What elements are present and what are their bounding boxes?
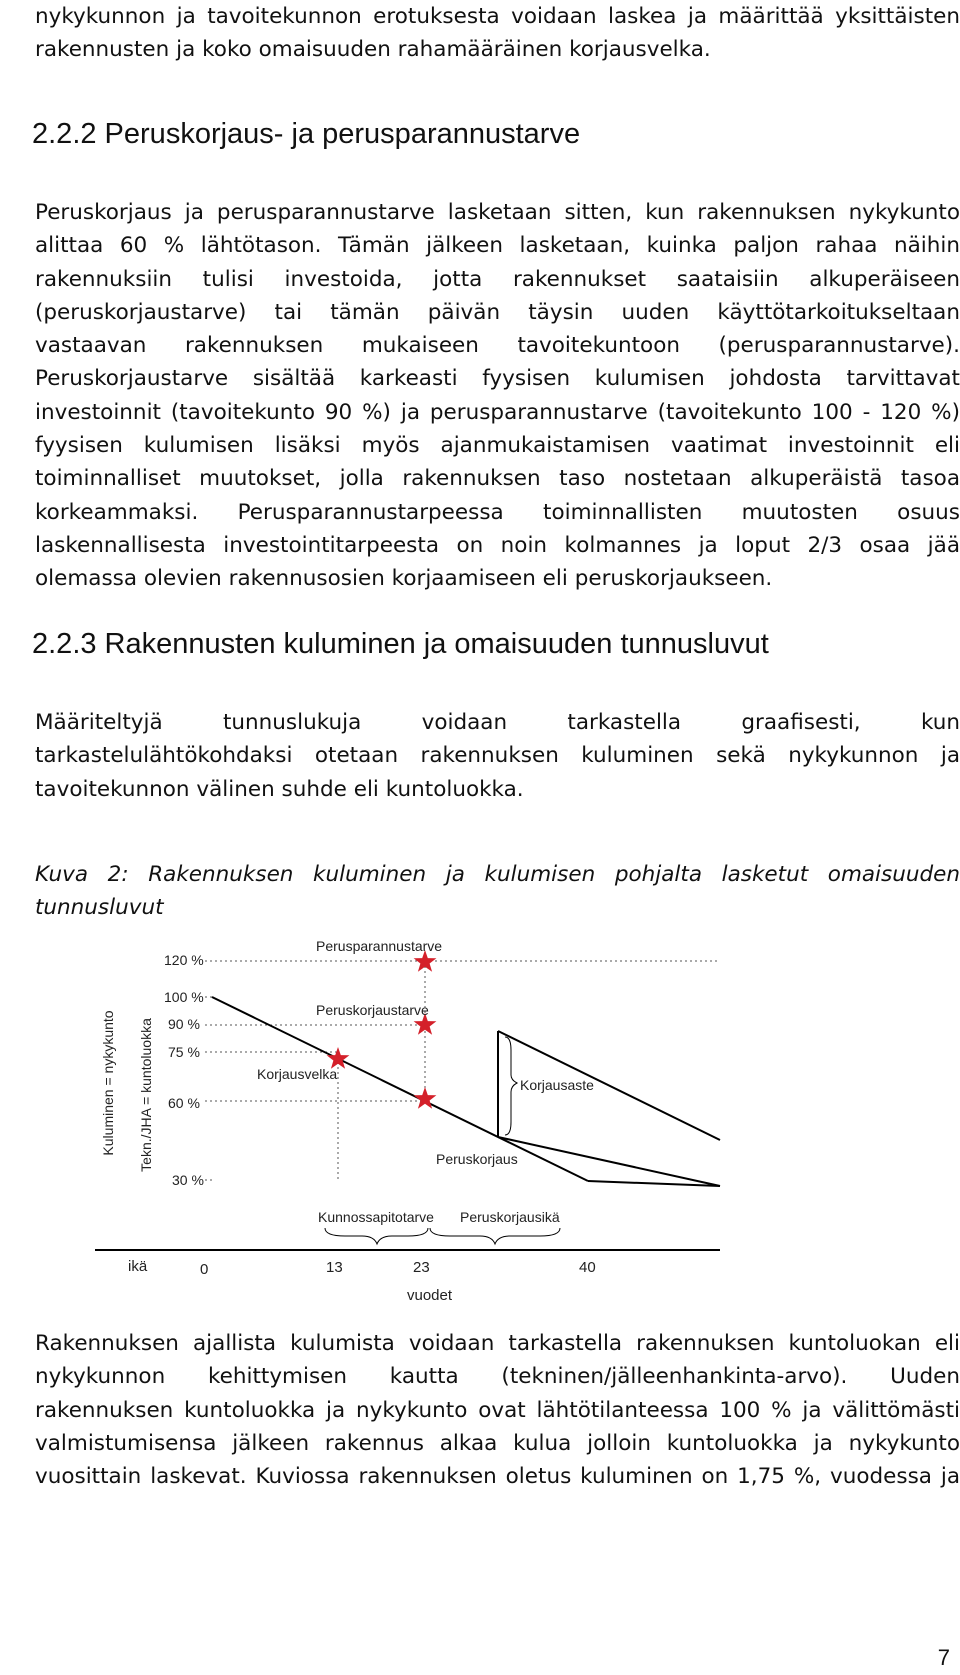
paragraph-2-2-2 (35, 196, 960, 596)
y-tick-75: 75 % (168, 1044, 200, 1060)
x-tick-23: 23 (413, 1259, 430, 1276)
paragraph-bottom (35, 1327, 960, 1493)
text-line: Rakennuksen ajallista kulumista voidaan tarkastella rakennuksen kuntoluokan eli (35, 1331, 960, 1356)
markers (327, 950, 437, 1109)
x-axis-unit: vuodet (407, 1287, 453, 1304)
renovation-drop-line (498, 1137, 720, 1186)
paragraph-2-2-3 (35, 706, 960, 806)
text-line: tavoitekunnon välinen suhde eli kuntoluokka. (35, 776, 524, 802)
text-line: tarkastelulähtökohdaksi otetaan rakennuksen kuluminen sekä nykykunnon ja (35, 743, 960, 769)
text-line: olemassa olevien rakennusosien korjaamiseen eli peruskorjaukseen. (35, 566, 773, 592)
text-line: Peruskorjaus ja perusparannustarve lasketaan sitten, kun rakennuksen nykykunto (35, 200, 960, 225)
caption-line: Kuva 2: Rakennuksen kuluminen ja kulumisen pohjalta lasketut omaisuuden (35, 862, 960, 887)
paragraph-intro (35, 0, 960, 67)
text-line: rakennusten ja koko omaisuuden rahamääräinen korjausvelka. (35, 37, 711, 63)
deterioration-diagram (0, 938, 960, 1330)
text-line: vuosittain laskevat. Kuviossa rakennuksen oletus kuluminen on 1,75 %, vuodessa ja (35, 1464, 960, 1490)
page-number: 7 (937, 1645, 950, 1670)
y-tick-90: 90 % (168, 1016, 200, 1032)
text-line: investoinnit (tavoitekunto 90 %) ja perusparannustarve (tavoitekunto 100 - 120 %) (35, 399, 960, 425)
text-line: rakennuksen kuntoluokka ja nykykunto ovat lähtötilanteessa 100 % ja välittömästi (35, 1397, 960, 1423)
text-line: Peruskorjaustarve sisältää karkeasti fyysisen kulumisen johdosta tarvittavat (35, 366, 960, 392)
text-line: nykykunnon kehittymisen kautta (tekninen/jälleenhankinta-arvo). Uuden (35, 1364, 960, 1390)
y-tick-60: 60 % (168, 1095, 200, 1111)
section-heading-2-2-2: 2.2.2 Peruskorjaus- ja perusparannustarve (32, 118, 581, 150)
x-tick-40: 40 (579, 1259, 596, 1276)
y-tick-120: 120 % (164, 952, 204, 968)
kunnossapitotarve-brace (325, 1228, 428, 1244)
x-tick-13: 13 (326, 1259, 343, 1276)
label-korjausaste: Korjausaste (520, 1077, 594, 1093)
text-line: korkeammaksi. Perusparannustarpeessa toiminnallisten muutosten osuus (35, 499, 960, 525)
caption-line: tunnusluvut (35, 895, 164, 920)
text-line: (peruskorjaustarve) tai tämän päivän täysin uuden käyttötarkoitukseltaan (35, 299, 960, 325)
peruskorjausika-brace (430, 1228, 560, 1244)
text-line: toiminnalliset muutokset, jolla rakennuksen taso nostetaan alkuperäistä tasoa (35, 466, 960, 492)
text-line: rakennuksiin tulisi investoida, jotta rakennukset saataisiin alkuperäiseen (35, 266, 960, 292)
section-heading-2-2-3: 2.2.3 Rakennusten kuluminen ja omaisuuden tunnusluvut (32, 628, 769, 660)
text-line: laskennallisesta investointitarpeesta on noin kolmannes ja loput 2/3 osaa jää (35, 532, 960, 558)
y-axis-label-inner: Tekn./JHA = kuntoluokka (138, 1018, 154, 1172)
text-line: alittaa 60 % lähtötason. Tämän jälkeen lasketaan, kuinka paljon rahaa näihin (35, 233, 960, 259)
y-tick-30: 30 % (172, 1172, 204, 1188)
label-peruskorjaus: Peruskorjaus (436, 1151, 518, 1167)
text-line: Määriteltyjä tunnuslukuja voidaan tarkastella graafisesti, kun (35, 710, 960, 735)
label-perusparannustarve: Perusparannustarve (316, 938, 443, 954)
text-line: vastaavan rakennuksen mukaiseen tavoitekuntoon (perusparannustarve). (35, 333, 960, 359)
text-line: fyysisen kulumisen lisäksi myös ajanmukaistamisen vaatimat investoinnit eli (35, 433, 960, 459)
text-line: valmistumisensa jälkeen rakennus alkaa kulua jolloin kuntoluokka ja nykykunto (35, 1430, 960, 1456)
figure-caption (35, 858, 960, 924)
x-tick-0: 0 (200, 1261, 209, 1278)
label-peruskorjausika: Peruskorjausikä (460, 1209, 560, 1225)
label-kunnossapitotarve: Kunnossapitotarve (318, 1209, 434, 1225)
text-line: nykykunnon ja tavoitekunnon erotuksesta voidaan laskea ja määrittää yksittäisten (35, 4, 960, 29)
y-axis-label-outer: Kuluminen = nykykunto (100, 1010, 116, 1156)
label-korjausvelka: Korjausvelka (257, 1066, 338, 1082)
korjausaste-bracket (505, 1037, 517, 1135)
y-tick-100: 100 % (164, 989, 204, 1005)
x-axis-name: ikä (128, 1258, 148, 1275)
label-peruskorjaustarve: Peruskorjaustarve (316, 1002, 429, 1018)
